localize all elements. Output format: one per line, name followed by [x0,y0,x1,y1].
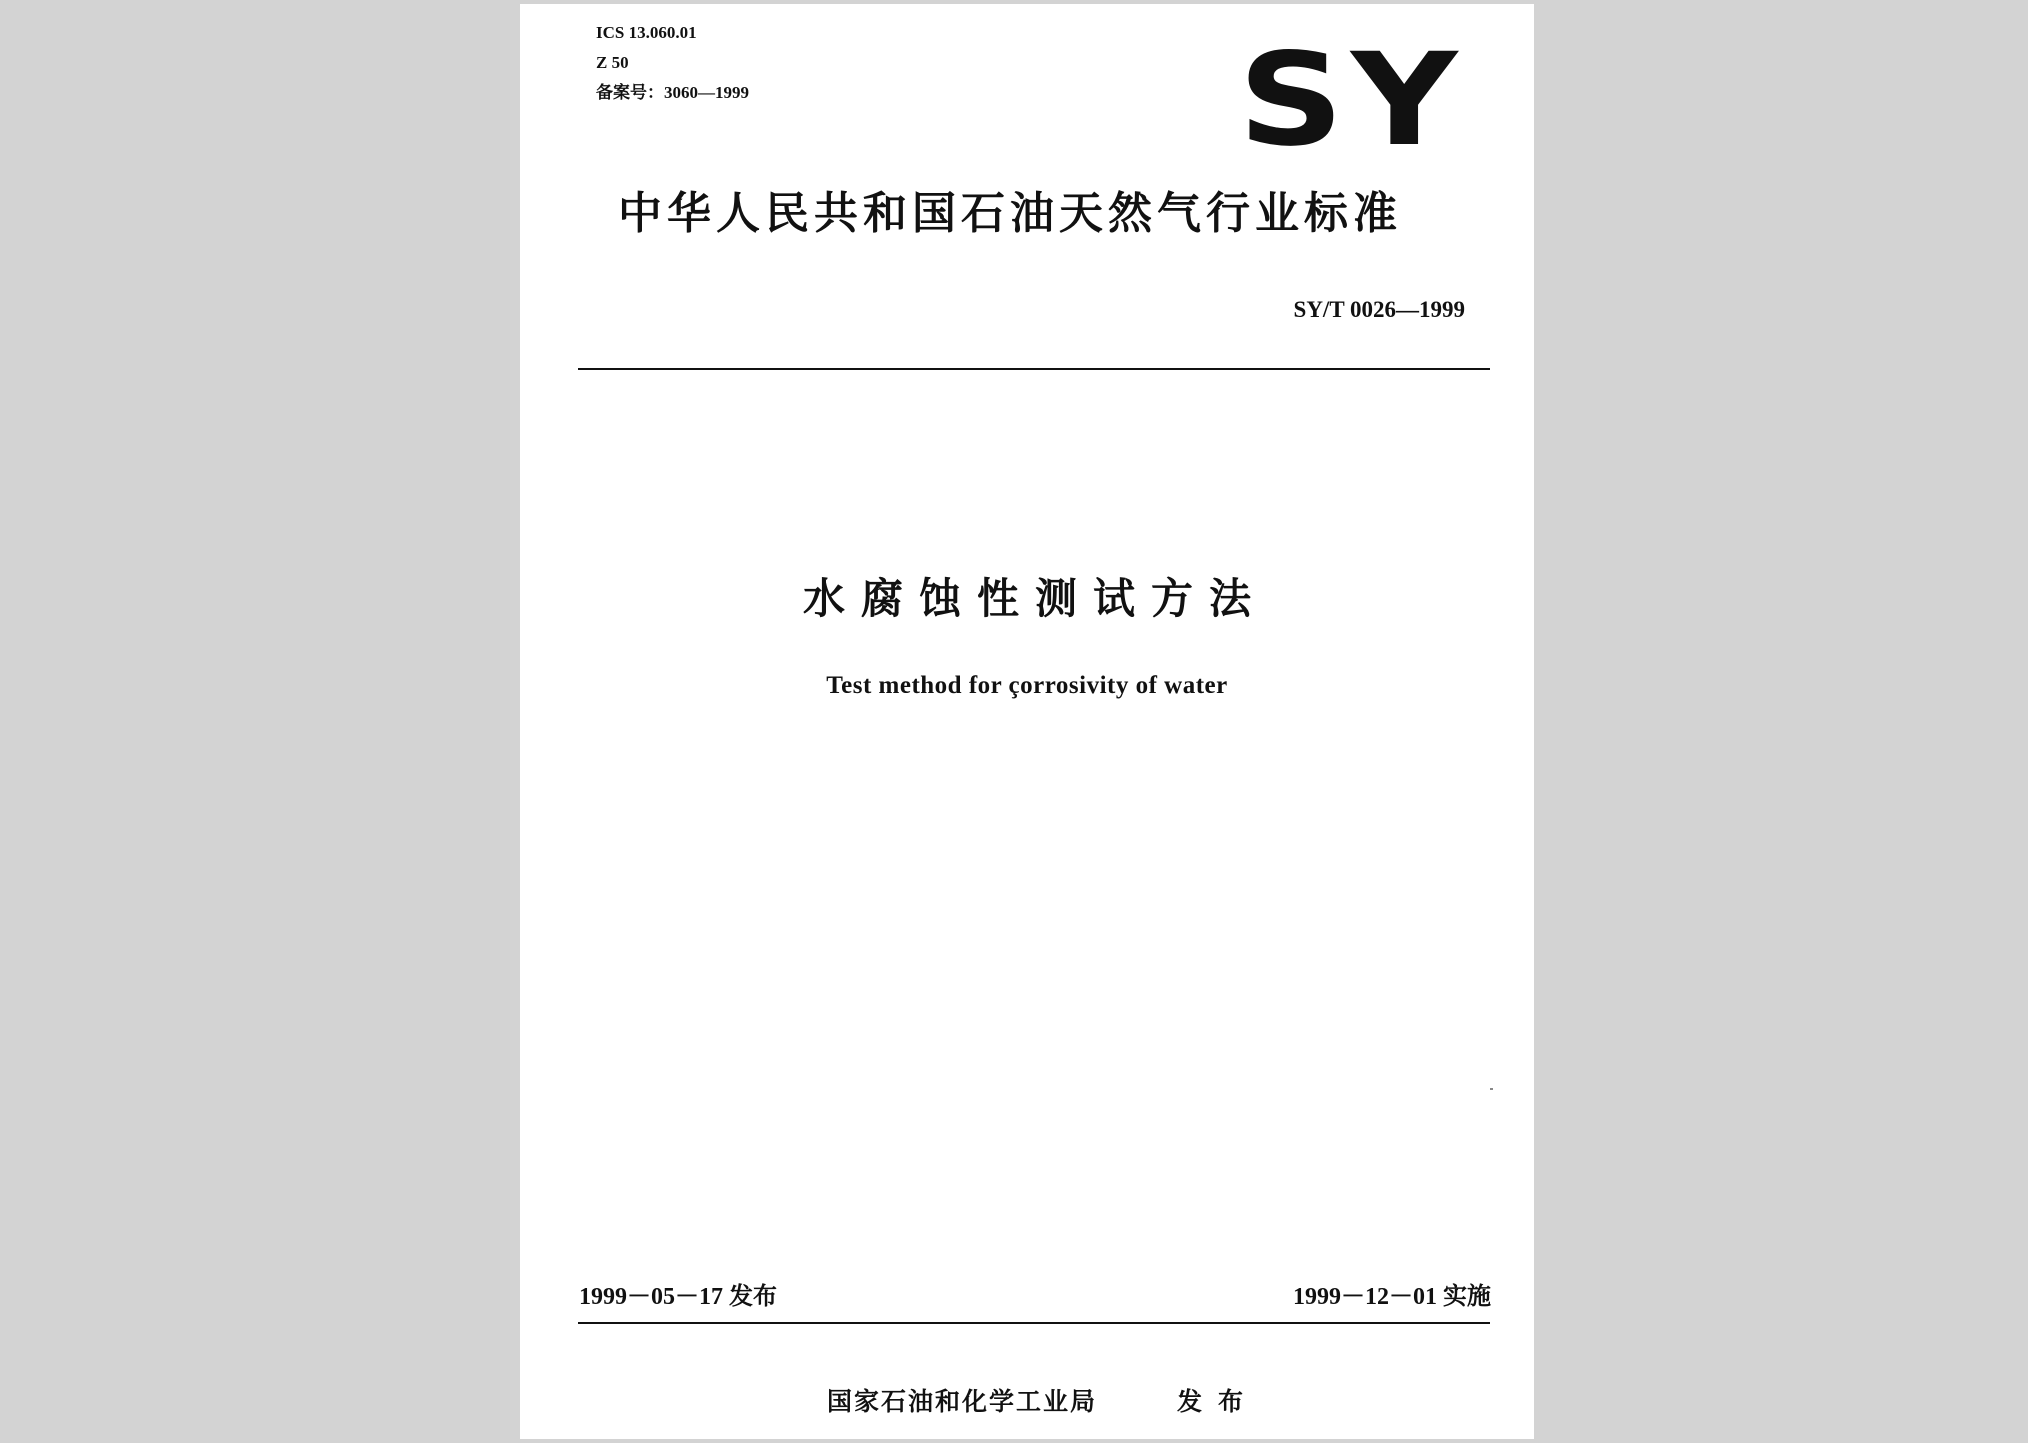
standard-number: SY/T 0026—1999 [1293,297,1465,322]
ics-code: ICS 13.060.01 [596,23,697,42]
standard-cover-page [520,4,1534,1439]
record-number: 备案号：3060—1999 [596,83,749,102]
issue-date: 1999－05－17 发布 [579,1284,777,1310]
scan-speck [1490,1088,1493,1090]
publisher-name: 国家石油和化学工业局 [827,1387,1098,1416]
header-divider [578,368,1490,370]
document-title-english: Test method for çorrosivity of water [826,672,1228,699]
publish-label: 发布 [1177,1387,1260,1416]
standard-series-title: 中华人民共和国石油天然气行业标准 [618,188,1402,239]
effective-date: 1999－12－01 实施 [1293,1284,1491,1310]
classification-code: Z 50 [596,53,629,72]
sy-logo: SY [1238,26,1465,175]
document-title-chinese: 水腐蚀性测试方法 [802,574,1267,623]
footer-divider [578,1322,1490,1324]
